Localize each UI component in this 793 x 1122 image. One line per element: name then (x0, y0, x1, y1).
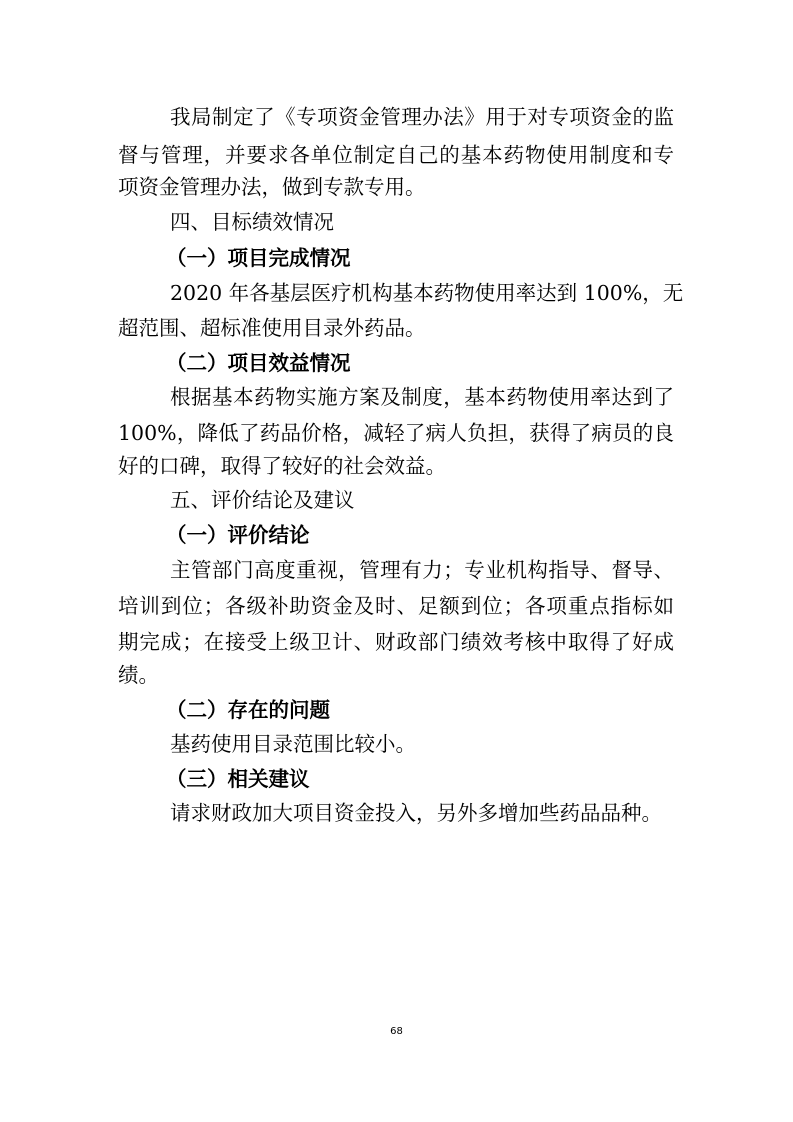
paragraph-line: 基药使用目录范围比较小。 (170, 732, 416, 756)
paragraph-line: 根据基本药物实施方案及制度，基本药物使用率达到了 (170, 385, 674, 409)
subsection-heading: （三）相关建议 (166, 767, 310, 791)
paragraph-line: 培训到位；各级补助资金及时、足额到位；各项重点指标如 (118, 594, 674, 618)
subsection-heading: （一）评价结论 (166, 523, 310, 547)
subsection-heading: （二）项目效益情况 (166, 351, 351, 375)
section-heading: 五、评价结论及建议 (170, 488, 355, 512)
paragraph-line: 100%，降低了药品价格，减轻了病人负担，获得了病员的良 (118, 421, 674, 445)
paragraph-line: 督与管理，并要求各单位制定自己的基本药物使用制度和专 (118, 143, 674, 167)
paragraph-line: 好的口碑，取得了较好的社会效益。 (118, 454, 446, 478)
paragraph-line: 项资金管理办法，做到专款专用。 (118, 175, 426, 199)
paragraph-line: 超范围、超标准使用目录外药品。 (118, 316, 426, 340)
page-number: 68 (390, 1026, 403, 1037)
paragraph-line: 2020 年各基层医疗机构基本药物使用率达到 100%，无 (170, 281, 684, 305)
subsection-heading: （一）项目完成情况 (166, 246, 351, 270)
paragraph-line: 绩。 (118, 663, 159, 687)
paragraph-line: 请求财政加大项目资金投入，另外多增加些药品品种。 (170, 801, 662, 825)
paragraph-line: 期完成；在接受上级卫计、财政部门绩效考核中取得了好成 (118, 630, 674, 654)
section-heading: 四、目标绩效情况 (170, 210, 334, 234)
paragraph-line: 主管部门高度重视，管理有力；专业机构指导、督导、 (170, 558, 674, 582)
paragraph-line: 我局制定了《专项资金管理办法》用于对专项资金的监 (170, 105, 674, 129)
subsection-heading: （二）存在的问题 (166, 698, 330, 722)
